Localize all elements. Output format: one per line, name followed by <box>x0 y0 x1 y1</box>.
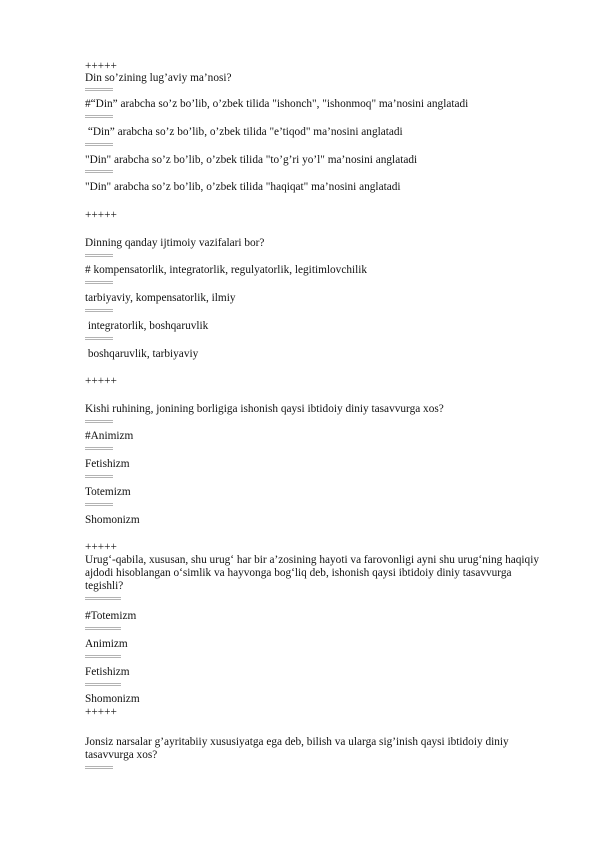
separator-line <box>85 766 113 769</box>
answer-option: “Din” arabcha so’z bo’lib, o’zbek tilida "e’tiqod" ma’nosini anglatadi <box>85 126 403 138</box>
separator-line <box>85 420 113 423</box>
separator-line <box>85 281 113 284</box>
block-marker: +++++ <box>85 60 117 72</box>
answer-option: Animizm <box>85 638 128 650</box>
answer-option: Fetishizm <box>85 458 130 470</box>
separator-line <box>85 447 113 450</box>
separator-line <box>85 254 113 257</box>
answer-option: #Animizm <box>85 430 134 442</box>
separator-line <box>85 170 113 173</box>
question-text: Dinning qanday ijtimoiy vazifalari bor? <box>85 237 265 249</box>
separator-line <box>85 475 113 478</box>
answer-option: "Din" arabcha so’z bo’lib, o’zbek tilida "haqiqat" ma’nosini anglatadi <box>85 181 401 193</box>
answer-option: tarbiyaviy, kompensatorlik, ilmiy <box>85 292 236 304</box>
answer-option: "Din" arabcha so’z bo’lib, o’zbek tilida "to’g’ri yo’l" ma’nosini anglatadi <box>85 154 418 166</box>
separator-line <box>85 143 113 146</box>
answer-option: # kompensatorlik, integratorlik, regulyatorlik, legitimlovchilik <box>85 264 368 276</box>
question-text: Kishi ruhining, jonining borligiga ishonish qaysi ibtidoiy diniy tasavvurga xos? <box>85 403 444 415</box>
separator-line <box>85 597 121 600</box>
answer-option: Shomonizm <box>85 514 140 526</box>
answer-option: #“Din” arabcha so’z bo’lib, o’zbek tilida "ishonch", "ishonmoq" ma’nosini anglatadi <box>85 98 469 110</box>
separator-line <box>85 683 121 686</box>
answer-option: integratorlik, boshqaruvlik <box>85 320 209 332</box>
separator-line <box>85 115 113 118</box>
block-marker: +++++ <box>85 375 117 387</box>
separator-line <box>85 503 113 506</box>
answer-option: Shomonizm <box>85 693 140 705</box>
question-text: Urug‘-qabila, xususan, shu urug‘ har bir a’zosining hayoti va farovonligi ayni shu urug‘ning haqiqiy ajdodi hisoblangan o‘simlik va hayvonga bog‘liq deb, ishonish qaysi ibtidoiy diniy tasavvurga tegishli? <box>85 554 539 592</box>
block-marker: +++++ <box>85 209 117 221</box>
question-text: Din so’zining lug’aviy ma’nosi? <box>85 72 232 84</box>
answer-option: Totemizm <box>85 486 131 498</box>
question-text: Jonsiz narsalar g’ayritabiiy xususiyatga ega deb, bilish va ularga sig’inish qaysi ibtidoiy diniy tasavvurga xos? <box>85 736 509 761</box>
separator-line <box>85 309 113 312</box>
separator-line <box>85 655 121 658</box>
separator-line <box>85 88 113 91</box>
answer-option: Fetishizm <box>85 666 130 678</box>
block-marker: +++++ <box>85 706 117 718</box>
answer-option: #Totemizm <box>85 610 137 622</box>
separator-line <box>85 627 121 630</box>
answer-option: boshqaruvlik, tarbiyaviy <box>85 348 199 360</box>
block-marker: +++++ <box>85 541 117 553</box>
separator-line <box>85 337 113 340</box>
